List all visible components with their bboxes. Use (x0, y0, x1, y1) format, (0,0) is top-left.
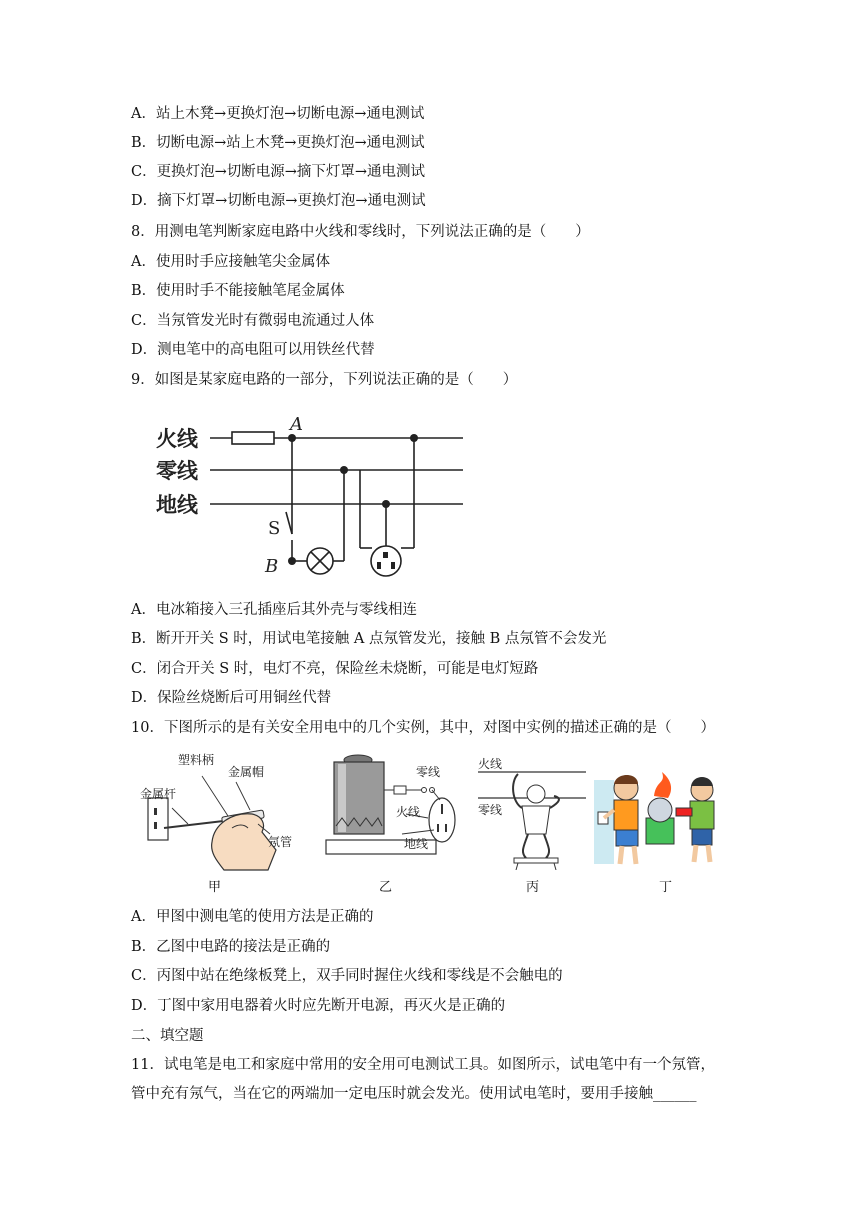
plastic-handle-label: 塑料柄 (178, 753, 215, 767)
q9-circuit-diagram (150, 410, 470, 585)
q10-figure-bing-person (474, 752, 590, 870)
switch-label: S (268, 518, 281, 539)
q10-stem: 10．下图所示的是有关安全用电中的几个实例，其中，对图中实例的描述正确的是（ ） (131, 720, 715, 736)
metal-rod-label: 金属杆 (140, 787, 177, 801)
q9-option-a: A．电冰箱接入三孔插座后其外壳与零线相连 (131, 602, 417, 618)
earth-wire-label: 地线 (156, 493, 198, 517)
q9-option-d: D．保险丝烧断后可用铜丝代替 (131, 690, 332, 706)
neutral-wire-label: 零线 (156, 459, 198, 483)
q7-option-a: A．站上木凳→更换灯泡→切断电源→通电测试 (131, 106, 425, 122)
q8-option-d: D．测电笔中的高电阻可以用铁丝代替 (131, 342, 375, 358)
q9-option-c: C．闭合开关 S 时，电灯不亮，保险丝未烧断，可能是电灯短路 (131, 661, 539, 677)
section-heading-fill-blank: 二、填空题 (131, 1028, 204, 1044)
q10-option-d: D．丁图中家用电器着火时应先断开电源，再灭火是正确的 (131, 998, 506, 1014)
caption-bing: 丙 (526, 880, 540, 895)
caption-yi: 乙 (379, 880, 393, 895)
q11-line-2: 管中充有氖气，当在它的两端加一定电压时就会发光。使用试电笔时，要用手接触______ (131, 1086, 697, 1102)
yi-live-label: 火线 (396, 805, 421, 819)
q10-option-c: C．丙图中站在绝缘板凳上，双手同时握住火线和零线是不会触电的 (131, 968, 563, 984)
q9-stem: 9．如图是某家庭电路的一部分，下列说法正确的是（ ） (131, 372, 518, 388)
yi-earth-label: 地线 (404, 837, 429, 851)
q7-option-d: D．摘下灯罩→切断电源→更换灯泡→通电测试 (131, 193, 426, 209)
q10-option-a: A．甲图中测电笔的使用方法是正确的 (131, 909, 374, 925)
q8-option-b: B．使用时手不能接触笔尾金属体 (131, 283, 345, 299)
neon-tube-label: 氖管 (268, 835, 293, 849)
bing-neutral-label: 零线 (478, 803, 503, 817)
q10-option-b: B．乙图中电路的接法是正确的 (131, 939, 331, 955)
q10-figure-yi-appliance (320, 748, 470, 870)
q9-option-b: B．断开开关 S 时，用试电笔接触 A 点氖管发光，接触 B 点氖管不会发光 (131, 631, 607, 647)
live-wire-label: 火线 (156, 427, 198, 451)
point-a-label: A (290, 414, 303, 435)
q10-figure-ding-fire (594, 766, 726, 870)
q8-option-a: A．使用时手应接触笔尖金属体 (131, 254, 330, 270)
q8-option-c: C．当氖管发光时有微弱电流通过人体 (131, 313, 375, 329)
bing-live-label: 火线 (478, 757, 503, 771)
metal-cap-label: 金属帽 (228, 765, 265, 779)
q8-stem: 8．用测电笔判断家庭电路中火线和零线时，下列说法正确的是（ ） (131, 224, 590, 240)
q7-option-c: C．更换灯泡→切断电源→摘下灯罩→通电测试 (131, 164, 426, 180)
q11-line-1: 11．试电笔是电工和家庭中常用的安全用可电测试工具。如图所示，试电笔中有一个氖管， (131, 1057, 715, 1073)
yi-neutral-label: 零线 (416, 765, 441, 779)
caption-ding: 丁 (659, 880, 673, 895)
point-b-label: B (265, 556, 279, 577)
caption-jia: 甲 (208, 880, 222, 895)
q7-option-b: B．切断电源→站上木凳→更换灯泡→通电测试 (131, 135, 425, 151)
q10-figure-jia-test-pen (140, 746, 300, 872)
